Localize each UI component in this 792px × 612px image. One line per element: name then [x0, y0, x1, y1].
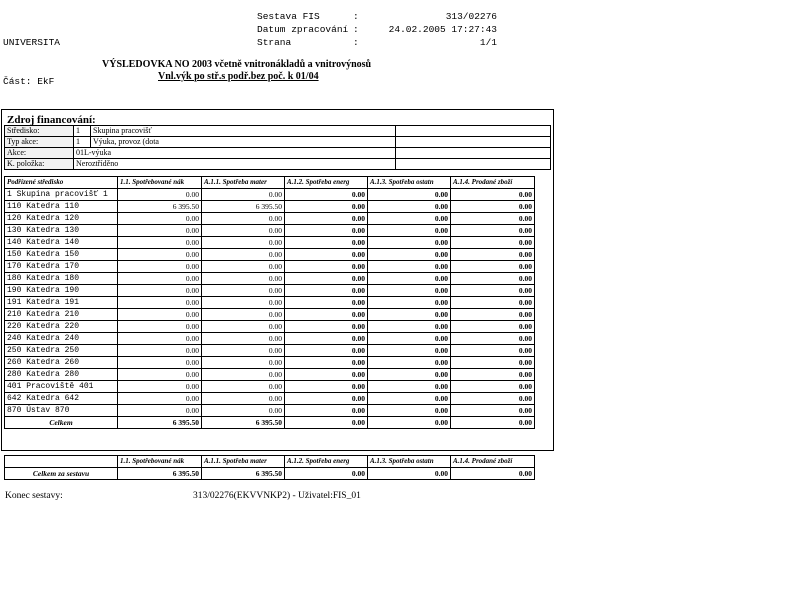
cell-value: 6 395.50: [118, 201, 202, 213]
cell-value: 0.00: [285, 393, 368, 405]
cell-value: 0.00: [368, 333, 451, 345]
report-subtitle: Vnl.výk po stř.s podř.bez poč. k 01/04: [158, 71, 319, 82]
report-end-value: 313/02276(EKVVNKP2) - Uživatel:FIS_01: [193, 491, 361, 501]
cell-value: 0.00: [202, 321, 285, 333]
table-row: [5, 261, 535, 273]
report-end-label: Konec sestavy:: [5, 491, 63, 501]
total-value: 6 395.50: [202, 417, 285, 429]
cell-value: 0.00: [451, 309, 535, 321]
funding-code: Neroztříděno: [74, 159, 396, 170]
row-label: 190 Katedra 190: [5, 285, 118, 297]
cell-value: 0.00: [118, 297, 202, 309]
funding-empty: [396, 148, 551, 159]
table-row: [5, 321, 535, 333]
cell-value: 0.00: [285, 213, 368, 225]
row-label: 401 Pracoviště 401: [5, 381, 118, 393]
funding-key: Typ akce:: [5, 137, 74, 148]
funding-row: [5, 137, 551, 148]
funding-empty: [396, 126, 551, 137]
cell-value: 0.00: [285, 237, 368, 249]
cell-value: 0.00: [368, 393, 451, 405]
cell-value: 0.00: [202, 369, 285, 381]
table-header-row: [5, 177, 535, 189]
summary-total-row: [5, 468, 535, 480]
funding-code: 1: [74, 126, 91, 137]
cell-value: 0.00: [202, 249, 285, 261]
cell-value: 0.00: [451, 213, 535, 225]
cell-value: 0.00: [368, 249, 451, 261]
header-field-key: Sestava FIS: [257, 11, 320, 22]
report-header-left: [3, 10, 60, 101]
column-header: A.1.4. Prodané zboží: [451, 177, 535, 189]
cell-value: 0.00: [118, 357, 202, 369]
summary-table: [4, 455, 535, 480]
column-header: A.1.1. Spotřeba mater: [202, 177, 285, 189]
cell-value: 0.00: [368, 345, 451, 357]
funding-key: K. položka:: [5, 159, 74, 170]
cell-value: 0.00: [285, 285, 368, 297]
cell-value: 0.00: [118, 237, 202, 249]
column-header: 1.1. Spotřebované nák: [118, 177, 202, 189]
row-label: 180 Katedra 180: [5, 273, 118, 285]
cell-value: 0.00: [368, 309, 451, 321]
cell-value: 0.00: [202, 381, 285, 393]
cell-value: 0.00: [285, 369, 368, 381]
cell-value: 0.00: [202, 189, 285, 201]
row-label: 191 Katedra 191: [5, 297, 118, 309]
cell-value: 0.00: [202, 261, 285, 273]
cell-value: 0.00: [118, 381, 202, 393]
cell-value: 0.00: [451, 189, 535, 201]
funding-code: 1: [74, 137, 91, 148]
total-row: [5, 417, 535, 429]
cell-value: 0.00: [451, 345, 535, 357]
cell-value: 0.00: [368, 273, 451, 285]
report-header-right: [257, 10, 497, 49]
total-value: 0.00: [368, 417, 451, 429]
funding-key: Středisko:: [5, 126, 74, 137]
header-field-key: Strana: [257, 37, 292, 48]
header-field-value: 24.02.2005 17:27:43: [388, 24, 497, 35]
cell-value: 0.00: [202, 297, 285, 309]
summary-column-header: A.1.2. Spotřeba energ: [285, 456, 368, 468]
summary-column-header: A.1.4. Prodané zboží: [451, 456, 535, 468]
cell-value: 0.00: [368, 189, 451, 201]
table-row: [5, 333, 535, 345]
table-row: [5, 249, 535, 261]
cell-value: 0.00: [368, 381, 451, 393]
column-header: A.1.2. Spotřeba energ: [285, 177, 368, 189]
cell-value: 0.00: [285, 309, 368, 321]
funding-key: Akce:: [5, 148, 74, 159]
column-header: A.1.3. Spotřeba ostatn: [368, 177, 451, 189]
report-title: VÝSLEDOVKA NO 2003 včetně vnitronákladů a vnitrovýnosů: [102, 59, 372, 70]
funding-code: 01L-výuka: [74, 148, 396, 159]
row-label: 220 Katedra 220: [5, 321, 118, 333]
cell-value: 0.00: [368, 297, 451, 309]
cell-value: 0.00: [118, 213, 202, 225]
row-label: 170 Katedra 170: [5, 261, 118, 273]
cell-value: 0.00: [202, 285, 285, 297]
cell-value: 0.00: [285, 381, 368, 393]
cell-value: 0.00: [202, 357, 285, 369]
funding-empty: [396, 159, 551, 170]
cell-value: 0.00: [118, 285, 202, 297]
cell-value: 0.00: [451, 249, 535, 261]
header-field-key: Datum zpracování: [257, 24, 349, 35]
cell-value: 0.00: [451, 405, 535, 417]
funding-desc: Výuka, provoz (dota: [91, 137, 396, 148]
funding-row: [5, 148, 551, 159]
cell-value: 0.00: [118, 225, 202, 237]
cell-value: 0.00: [451, 225, 535, 237]
cell-value: 0.00: [368, 261, 451, 273]
cell-value: 0.00: [368, 405, 451, 417]
cell-value: 0.00: [451, 273, 535, 285]
cell-value: 0.00: [202, 225, 285, 237]
header-field-value: 313/02276: [445, 11, 497, 22]
header-field-sep: :: [353, 37, 359, 48]
summary-header-row: [5, 456, 535, 468]
cell-value: 0.00: [285, 297, 368, 309]
row-label: 1 Skupina pracovišť 1: [5, 189, 118, 201]
cell-value: 0.00: [118, 393, 202, 405]
cell-value: 0.00: [118, 261, 202, 273]
cell-value: 0.00: [285, 345, 368, 357]
cell-value: 0.00: [202, 333, 285, 345]
cell-value: 0.00: [451, 285, 535, 297]
header-field-row: [257, 23, 497, 36]
cell-value: 0.00: [285, 321, 368, 333]
funding-row: [5, 126, 551, 137]
cell-value: 0.00: [285, 249, 368, 261]
cell-value: 0.00: [202, 213, 285, 225]
cell-value: 0.00: [285, 333, 368, 345]
cell-value: 0.00: [202, 273, 285, 285]
cell-value: 0.00: [451, 381, 535, 393]
cell-value: 0.00: [118, 249, 202, 261]
summary-column-header: A.1.1. Spotřeba mater: [202, 456, 285, 468]
cell-value: 0.00: [285, 273, 368, 285]
cell-value: 0.00: [202, 309, 285, 321]
table-row: [5, 381, 535, 393]
cell-value: 0.00: [451, 333, 535, 345]
funding-empty: [396, 137, 551, 148]
total-value: 0.00: [285, 417, 368, 429]
header-field-sep: :: [353, 24, 359, 35]
cell-value: 0.00: [368, 225, 451, 237]
results-table: [4, 176, 535, 429]
total-label: Celkem: [5, 417, 118, 429]
org-part: Část: EkF: [3, 76, 55, 87]
summary-column-header: A.1.3. Spotřeba ostatn: [368, 456, 451, 468]
cell-value: 0.00: [118, 321, 202, 333]
header-field-row: [257, 36, 497, 49]
cell-value: 0.00: [202, 345, 285, 357]
table-row: [5, 309, 535, 321]
cell-value: 0.00: [285, 189, 368, 201]
table-row: [5, 225, 535, 237]
summary-value: 6 395.50: [202, 468, 285, 480]
summary-column-header: 1.1. Spotřebované nák: [118, 456, 202, 468]
total-value: 6 395.50: [118, 417, 202, 429]
cell-value: 0.00: [118, 405, 202, 417]
table-row: [5, 405, 535, 417]
row-label: 870 Ústav 870: [5, 405, 118, 417]
cell-value: 0.00: [285, 201, 368, 213]
cell-value: 0.00: [285, 405, 368, 417]
funding-title: Zdroj financování:: [7, 114, 96, 126]
row-label: 130 Katedra 130: [5, 225, 118, 237]
cell-value: 0.00: [368, 201, 451, 213]
cell-value: 0.00: [451, 321, 535, 333]
summary-value: 0.00: [368, 468, 451, 480]
cell-value: 0.00: [451, 201, 535, 213]
row-label: 260 Katedra 260: [5, 357, 118, 369]
row-label: 150 Katedra 150: [5, 249, 118, 261]
row-label: 110 Katedra 110: [5, 201, 118, 213]
cell-value: 0.00: [451, 369, 535, 381]
cell-value: 0.00: [451, 357, 535, 369]
summary-value: 6 395.50: [118, 468, 202, 480]
cell-value: 0.00: [118, 273, 202, 285]
table-row: [5, 189, 535, 201]
header-field-value: 1/1: [479, 37, 497, 48]
cell-value: 0.00: [451, 261, 535, 273]
table-row: [5, 357, 535, 369]
summary-header-blank: [5, 456, 118, 468]
row-label: 280 Katedra 280: [5, 369, 118, 381]
cell-value: 0.00: [451, 393, 535, 405]
header-field-sep: :: [353, 11, 359, 22]
org-name: UNIVERSITA: [3, 37, 61, 48]
header-field-row: [257, 10, 497, 23]
cell-value: 0.00: [285, 225, 368, 237]
table-row: [5, 213, 535, 225]
row-label: 250 Katedra 250: [5, 345, 118, 357]
cell-value: 0.00: [451, 297, 535, 309]
cell-value: 0.00: [368, 213, 451, 225]
row-label: 210 Katedra 210: [5, 309, 118, 321]
cell-value: 0.00: [118, 369, 202, 381]
table-row: [5, 201, 535, 213]
table-row: [5, 237, 535, 249]
cell-value: 0.00: [118, 345, 202, 357]
cell-value: 0.00: [118, 333, 202, 345]
row-label: 240 Katedra 240: [5, 333, 118, 345]
table-row: [5, 369, 535, 381]
table-row: [5, 273, 535, 285]
cell-value: 0.00: [368, 357, 451, 369]
funding-table: [4, 125, 551, 170]
summary-total-label: Celkem za sestavu: [5, 468, 118, 480]
row-label: 140 Katedra 140: [5, 237, 118, 249]
row-label: 120 Katedra 120: [5, 213, 118, 225]
total-value: 0.00: [451, 417, 535, 429]
summary-value: 0.00: [285, 468, 368, 480]
summary-value: 0.00: [451, 468, 535, 480]
cell-value: 0.00: [202, 405, 285, 417]
column-header: Podřízené středisko: [5, 177, 118, 189]
cell-value: 0.00: [368, 285, 451, 297]
cell-value: 6 395.50: [202, 201, 285, 213]
cell-value: 0.00: [118, 189, 202, 201]
cell-value: 0.00: [285, 357, 368, 369]
funding-row: [5, 159, 551, 170]
cell-value: 0.00: [118, 309, 202, 321]
row-label: 642 Katedra 642: [5, 393, 118, 405]
table-row: [5, 297, 535, 309]
table-row: [5, 285, 535, 297]
cell-value: 0.00: [285, 261, 368, 273]
cell-value: 0.00: [451, 237, 535, 249]
cell-value: 0.00: [368, 369, 451, 381]
cell-value: 0.00: [202, 237, 285, 249]
cell-value: 0.00: [368, 321, 451, 333]
cell-value: 0.00: [202, 393, 285, 405]
table-row: [5, 393, 535, 405]
funding-desc: Skupina pracovišť: [91, 126, 396, 137]
cell-value: 0.00: [368, 237, 451, 249]
table-row: [5, 345, 535, 357]
